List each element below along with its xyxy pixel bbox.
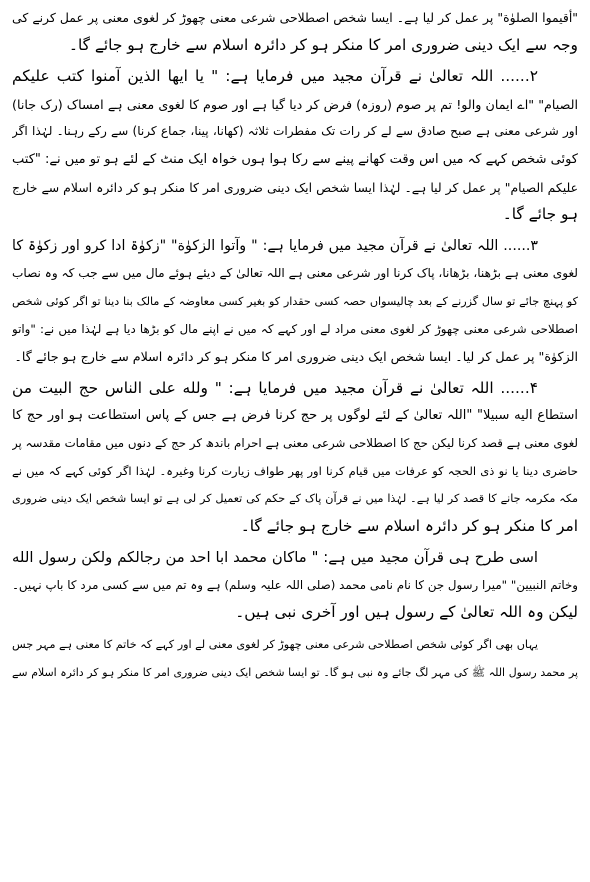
text-line: اور شرعی معنی ہے صبح صادق سے لے کر رات تک مفطرات ثلاثہ (کھانا، پینا، جماع کرنا) سے رکے رہنا۔ لہٰذا اگر <box>12 124 578 139</box>
text-line: استطاع اليه سبيلا" "اللہ تعالیٰ کے لئے لوگوں پر حج کرنا فرض ہے جس کے پاس استطاعت ہو اور حج کا <box>12 408 578 424</box>
text-line: لغوی معنی ہے قصد کرنا لیکن حج کا اصطلاحی شرعی معنی ہے احرام باندھ کر حج کے دنوں میں مقامات مقدسہ پر <box>12 435 578 450</box>
text-line: امر کا منکر ہو کر دائرہ اسلام سے خارج ہو جائے گا۔ <box>240 516 578 535</box>
text-line: ۲...... اللہ تعالیٰ نے قرآن مجید میں فرمایا ہے: " یا ایها الذین آمنوا کتب علیکم <box>12 67 538 86</box>
text-line: حاضری دینا یا نو ذی الحجہ کو عرفات میں قیام کرنا اور پھر طواف زیارت کرنا وغیرہ۔ لہٰذا اگر کوئی کہے کہ میں نے <box>12 463 578 478</box>
text-line: ۴...... اللہ تعالیٰ نے قرآن مجید میں فرمایا ہے: " ولله على الناس حج البيت من <box>12 378 538 397</box>
text-line: ۳...... اللہ تعالیٰ نے قرآن مجید میں فرمایا ہے: " وآتوا الزکوٰة" "زکوٰۃ ادا کرو اور زکوٰۃ کا <box>12 237 538 254</box>
text-line: کو پہنچ جائے تو سال گزرنے کے بعد چالیسواں حصہ کسی حقدار کو بغیر کسی معاوضہ کے مالک بنا دینا تو اگر کوئی شخص <box>12 294 578 308</box>
text-line: اسی طرح ہی قرآن مجید میں ہے: " ماكان محمد ابا احد من رجالكم ولكن رسول الله <box>12 549 538 567</box>
text-line: اصطلاحی شرعی معنی چھوڑ کر لغوی معنی مراد لے اور کہے کہ میں نے اپنے مال کو بڑھا دیا ہے لہٰذا میں نے: "واتو <box>12 321 578 336</box>
text-line: لغوی معنی ہے بڑھنا، بڑھانا، پاک کرنا اور شرعی معنی ہے اللہ تعالیٰ کے دیئے ہوئے مال میں سے جب کہ وہ نصاب <box>12 266 578 281</box>
text-line: "أقيموا الصلوٰة" پر عمل کر لیا ہے۔ ایسا شخص اصطلاحی شرعی معنی چھوڑ کر لغوی معنی پر عمل کرنے کی <box>12 10 578 25</box>
text-line: الزکوٰة" پر عمل کر لیا۔ ایسا شخص ایک دینی ضروری امر کا منکر ہو کر دائرہ اسلام سے خارج ہو جائے گا۔ <box>14 349 578 365</box>
text-line: مکہ مکرمہ جانے کا قصد کر لیا ہے۔ لہٰذا میں نے قرآن پاک کے حکم کی تعمیل کر لی ہے تو ایسا شخص ایک دینی ضروری <box>12 492 578 506</box>
text-line: وخاتم النبيين" "میرا رسول جن کا نام نامی محمد (صلی اللہ علیہ وسلم) ہے وہ تم میں سے کسی مرد کا باپ نہیں۔ <box>12 577 578 592</box>
text-line: الصیام" "اے ایمان والو! تم پر صوم (روزہ) فرض کر دیا گیا ہے اور صوم کا لغوی معنی ہے امساک (رک جانا) <box>12 96 578 112</box>
text-line: لیکن وہ اللہ تعالیٰ کے رسول ہیں اور آخری نبی ہیں۔ <box>235 603 578 622</box>
text-line: علیکم الصیام" پر عمل کر لیا ہے۔ لہٰذا ایسا شخص ایک دینی ضروری امر کا منکر ہو کر دائرہ اسلام سے خارج <box>12 179 578 195</box>
text-line: کوئی شخص کہے کہ میں اس وقت کھانے پینے سے رکا ہوا ہوں خواہ ایک منٹ کے لئے ہو تو میں نے: "کتب <box>12 151 578 167</box>
text-line: پر محمد رسول اللہ ﷺ کی مہر لگ جائے وہ نبی ہو گا۔ تو ایسا شخص ایک دینی ضروری امر کا منکر ہو کر دائرہ اسلام سے <box>12 665 578 679</box>
text-line: یہاں بھی اگر کوئی شخص اصطلاحی شرعی معنی چھوڑ کر لغوی معنی لے اور کہے کہ خاتم کا معنی ہے مہر جس <box>12 638 538 652</box>
text-line: ہو جائے گا۔ <box>502 205 578 224</box>
text-line: وجہ سے ایک دینی ضروری امر کا منکر ہو کر دائرہ اسلام سے خارج ہو جائے گا۔ <box>68 35 578 54</box>
